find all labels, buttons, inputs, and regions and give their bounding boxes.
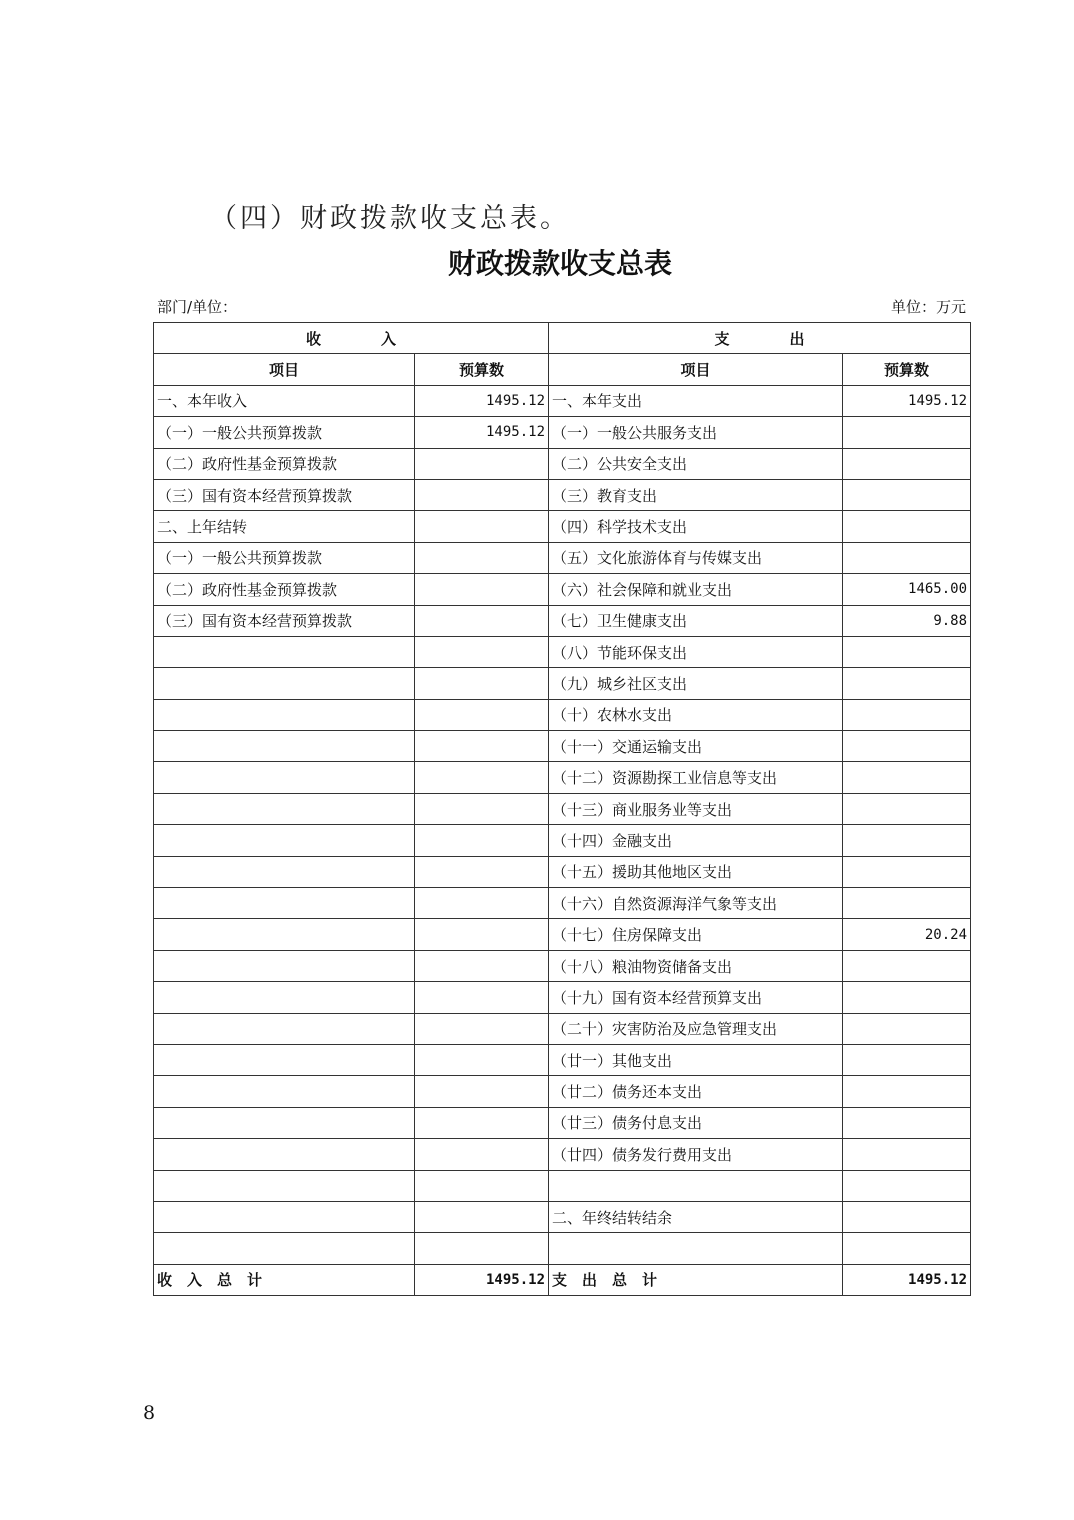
- expense-item-cell: （廿一）其他支出: [549, 1044, 843, 1075]
- expense-value-cell: [843, 448, 971, 479]
- expense-value-cell: [843, 1233, 971, 1264]
- table-row: [154, 793, 971, 824]
- income-total-label: 收 入 总 计: [154, 1264, 415, 1295]
- expense-value-cell: [843, 636, 971, 667]
- finance-table: [153, 322, 971, 1296]
- expense-value-cell: 1465.00: [843, 574, 971, 605]
- table-row: [154, 825, 971, 856]
- expense-value-cell: [843, 479, 971, 510]
- income-item-cell: [154, 1201, 415, 1232]
- expense-item-cell: （七）卫生健康支出: [549, 605, 843, 636]
- income-item-cell: 二、上年结转: [154, 511, 415, 542]
- expense-item-cell: （廿二）债务还本支出: [549, 1076, 843, 1107]
- table-row: [154, 888, 971, 919]
- table-title: 财政拨款收支总表: [447, 247, 672, 280]
- expense-value-cell: [843, 699, 971, 730]
- income-value-cell: [415, 1013, 549, 1044]
- income-value-cell: [415, 542, 549, 573]
- expense-total-value: 1495.12: [843, 1264, 971, 1295]
- expense-total-label: 支 出 总 计: [549, 1264, 843, 1295]
- expense-value-cell: [843, 1013, 971, 1044]
- expense-item-cell: （一）一般公共服务支出: [549, 417, 843, 448]
- table-row: [154, 605, 971, 636]
- income-item-cell: （二）政府性基金预算拨款: [154, 448, 415, 479]
- table-row: [154, 731, 971, 762]
- expense-value-cell: [843, 1044, 971, 1075]
- table-row: [154, 636, 971, 667]
- expense-value-cell: [843, 1076, 971, 1107]
- expense-item-cell: （十七）住房保障支出: [549, 919, 843, 950]
- table-row: [154, 950, 971, 981]
- expense-item-cell: （九）城乡社区支出: [549, 668, 843, 699]
- table-row: [154, 1076, 971, 1107]
- income-item-cell: [154, 856, 415, 887]
- income-item-cell: [154, 1139, 415, 1170]
- income-item-cell: [154, 1170, 415, 1201]
- expense-item-cell: [549, 1170, 843, 1201]
- income-value-cell: [415, 793, 549, 824]
- income-value-cell: [415, 1076, 549, 1107]
- expense-item-cell: （十五）援助其他地区支出: [549, 856, 843, 887]
- income-value-cell: [415, 888, 549, 919]
- income-value-cell: [415, 982, 549, 1013]
- income-item-cell: （三）国有资本经营预算拨款: [154, 605, 415, 636]
- income-item-cell: [154, 919, 415, 950]
- expense-value-cell: [843, 825, 971, 856]
- expense-item-cell: 一、本年支出: [549, 385, 843, 416]
- income-item-cell: [154, 699, 415, 730]
- expense-item-cell: （廿三）债务付息支出: [549, 1107, 843, 1138]
- income-item-cell: [154, 1107, 415, 1138]
- income-item-cell: （二）政府性基金预算拨款: [154, 574, 415, 605]
- income-item-cell: [154, 731, 415, 762]
- table-row: [154, 1201, 971, 1232]
- expense-item-cell: （十八）粮油物资储备支出: [549, 950, 843, 981]
- total-row: [154, 1264, 971, 1295]
- expense-item-cell: （十九）国有资本经营预算支出: [549, 982, 843, 1013]
- table-row: [154, 417, 971, 448]
- expense-value-cell: [843, 417, 971, 448]
- expense-value-cell: 9.88: [843, 605, 971, 636]
- income-item-cell: [154, 793, 415, 824]
- header-row-columns: [154, 354, 971, 385]
- income-item-cell: [154, 636, 415, 667]
- income-value-cell: [415, 448, 549, 479]
- expense-item-cell: （廿四）债务发行费用支出: [549, 1139, 843, 1170]
- expense-value-cell: [843, 1201, 971, 1232]
- table-row: [154, 574, 971, 605]
- income-value-cell: 1495.12: [415, 385, 549, 416]
- income-item-cell: （一）一般公共预算拨款: [154, 417, 415, 448]
- expense-item-cell: （十）农林水支出: [549, 699, 843, 730]
- income-item-cell: [154, 825, 415, 856]
- table-row: [154, 511, 971, 542]
- expense-value-cell: [843, 762, 971, 793]
- table-row: [154, 856, 971, 887]
- expense-item-cell: （三）教育支出: [549, 479, 843, 510]
- expense-item-cell: （十一）交通运输支出: [549, 731, 843, 762]
- expense-value-cell: 1495.12: [843, 385, 971, 416]
- income-value-cell: [415, 825, 549, 856]
- income-item-cell: [154, 1044, 415, 1075]
- expense-value-cell: [843, 511, 971, 542]
- table-row: [154, 1044, 971, 1075]
- income-value-cell: [415, 605, 549, 636]
- expense-item-cell: （二）公共安全支出: [549, 448, 843, 479]
- income-item-cell: [154, 668, 415, 699]
- expense-value-cell: [843, 793, 971, 824]
- income-item-cell: （一）一般公共预算拨款: [154, 542, 415, 573]
- income-value-cell: [415, 636, 549, 667]
- expense-value-cell: [843, 856, 971, 887]
- expense-value-cell: [843, 542, 971, 573]
- income-value-cell: [415, 1044, 549, 1075]
- income-value-cell: [415, 950, 549, 981]
- income-item-cell: （三）国有资本经营预算拨款: [154, 479, 415, 510]
- table-row: [154, 762, 971, 793]
- table-row: [154, 668, 971, 699]
- table-row: [154, 448, 971, 479]
- income-item-cell: [154, 982, 415, 1013]
- expense-item-cell: [549, 1233, 843, 1264]
- income-value-cell: [415, 919, 549, 950]
- expense-value-cell: [843, 1107, 971, 1138]
- income-value-cell: [415, 856, 549, 887]
- expense-budget-header: 预算数: [843, 354, 971, 385]
- table-row: [154, 1139, 971, 1170]
- income-value-cell: [415, 479, 549, 510]
- section-heading: （四）财政拨款收支总表。: [210, 203, 570, 234]
- income-value-cell: [415, 1170, 549, 1201]
- table-row: [154, 982, 971, 1013]
- expense-item-header: 项目: [549, 354, 843, 385]
- table-row: [154, 919, 971, 950]
- expense-item-cell: 二、年终结转结余: [549, 1201, 843, 1232]
- expense-item-cell: （十四）金融支出: [549, 825, 843, 856]
- table-row: [154, 542, 971, 573]
- expense-value-cell: [843, 888, 971, 919]
- income-item-cell: [154, 1233, 415, 1264]
- income-budget-header: 预算数: [415, 354, 549, 385]
- page-number: 8: [143, 1402, 156, 1424]
- expense-item-cell: （八）节能环保支出: [549, 636, 843, 667]
- expense-item-cell: （十三）商业服务业等支出: [549, 793, 843, 824]
- income-item-cell: [154, 1076, 415, 1107]
- table-row: [154, 1013, 971, 1044]
- header-row-group: [154, 323, 971, 354]
- expense-item-cell: （六）社会保障和就业支出: [549, 574, 843, 605]
- income-header: 收 入: [154, 323, 549, 354]
- income-value-cell: [415, 668, 549, 699]
- income-total-value: 1495.12: [415, 1264, 549, 1295]
- table-row: [154, 1107, 971, 1138]
- unit-label: 单位：万元: [890, 298, 966, 316]
- income-item-cell: [154, 950, 415, 981]
- income-value-cell: [415, 511, 549, 542]
- income-value-cell: [415, 699, 549, 730]
- expense-item-cell: （四）科学技术支出: [549, 511, 843, 542]
- dept-label: 部门/单位：: [157, 298, 238, 316]
- income-item-cell: [154, 1013, 415, 1044]
- expense-item-cell: （十二）资源勘探工业信息等支出: [549, 762, 843, 793]
- table-row: [154, 1233, 971, 1264]
- income-value-cell: [415, 731, 549, 762]
- expense-value-cell: [843, 668, 971, 699]
- income-value-cell: [415, 762, 549, 793]
- table-row: [154, 479, 971, 510]
- table-row: [154, 699, 971, 730]
- expense-value-cell: [843, 950, 971, 981]
- income-item-cell: [154, 762, 415, 793]
- income-value-cell: 1495.12: [415, 417, 549, 448]
- income-value-cell: [415, 1201, 549, 1232]
- income-item-cell: [154, 888, 415, 919]
- expense-value-cell: [843, 1139, 971, 1170]
- expense-item-cell: （二十）灾害防治及应急管理支出: [549, 1013, 843, 1044]
- expense-value-cell: 20.24: [843, 919, 971, 950]
- income-value-cell: [415, 1139, 549, 1170]
- expense-item-cell: （五）文化旅游体育与传媒支出: [549, 542, 843, 573]
- expense-value-cell: [843, 731, 971, 762]
- income-item-header: 项目: [154, 354, 415, 385]
- table-row: [154, 385, 971, 416]
- table-row: [154, 1170, 971, 1201]
- expense-header: 支 出: [549, 323, 971, 354]
- income-value-cell: [415, 1107, 549, 1138]
- income-value-cell: [415, 1233, 549, 1264]
- income-item-cell: 一、本年收入: [154, 385, 415, 416]
- expense-item-cell: （十六）自然资源海洋气象等支出: [549, 888, 843, 919]
- income-value-cell: [415, 574, 549, 605]
- expense-value-cell: [843, 1170, 971, 1201]
- expense-value-cell: [843, 982, 971, 1013]
